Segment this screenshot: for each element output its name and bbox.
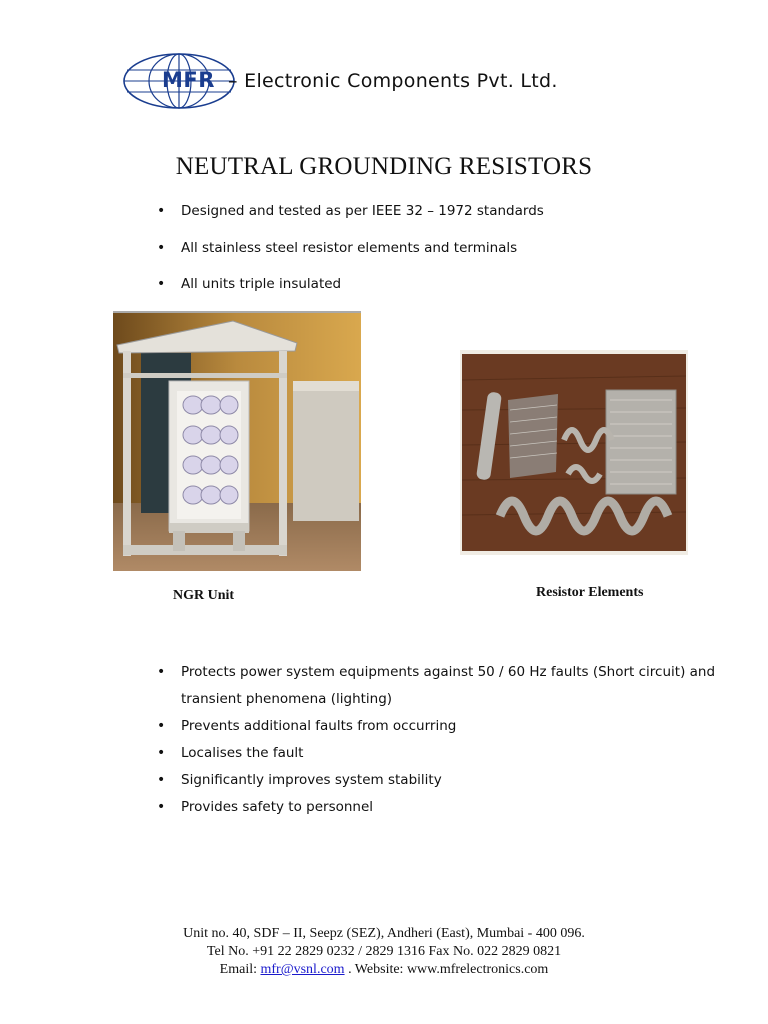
list-item: • Localises the fault bbox=[157, 740, 717, 767]
list-item: • Provides safety to personnel bbox=[157, 794, 717, 821]
ngr-unit-caption: NGR Unit bbox=[173, 588, 235, 603]
logo-brand-text: MFR bbox=[162, 68, 215, 92]
footer-address: Unit no. 40, SDF – II, Seepz (SEZ), Andheri (East), Mumbai - 400 096. bbox=[183, 926, 585, 941]
feature-list bbox=[157, 202, 544, 312]
list-item: • All stainless steel resistor elements and terminals bbox=[157, 239, 544, 276]
benefits-list bbox=[157, 659, 717, 821]
ngr-unit-photo bbox=[113, 311, 361, 571]
resistor-elements-photo bbox=[460, 350, 688, 555]
list-item: • Significantly improves system stability bbox=[157, 767, 717, 794]
company-logo bbox=[122, 50, 632, 114]
resistor-elements-image bbox=[460, 350, 688, 555]
resistor-elements-caption: Resistor Elements bbox=[536, 585, 644, 600]
list-item: • Protects power system equipments against 50 / 60 Hz faults (Short circuit) and transient phenomena (lighting) bbox=[157, 659, 717, 713]
footer-email-label: Email: bbox=[219, 962, 257, 977]
email-link[interactable]: mfr@vsnl.com bbox=[260, 962, 345, 977]
footer-email-line bbox=[0, 961, 768, 979]
footer-phone: Tel No. +91 22 2829 0232 / 2829 1316 Fax No. 022 2829 0821 bbox=[206, 944, 562, 959]
list-item: • Prevents additional faults from occurring bbox=[157, 713, 717, 740]
list-item: • Designed and tested as per IEEE 32 – 1972 standards bbox=[157, 202, 544, 239]
logo-company-text: – Electronic Components Pvt. Ltd. bbox=[228, 70, 558, 92]
contact-footer bbox=[0, 925, 768, 979]
page-title: NEUTRAL GROUNDING RESISTORS bbox=[175, 153, 593, 180]
ngr-unit-image bbox=[113, 313, 361, 571]
list-item: • All units triple insulated bbox=[157, 275, 544, 312]
footer-website: . Website: www.mfrelectronics.com bbox=[348, 962, 549, 977]
